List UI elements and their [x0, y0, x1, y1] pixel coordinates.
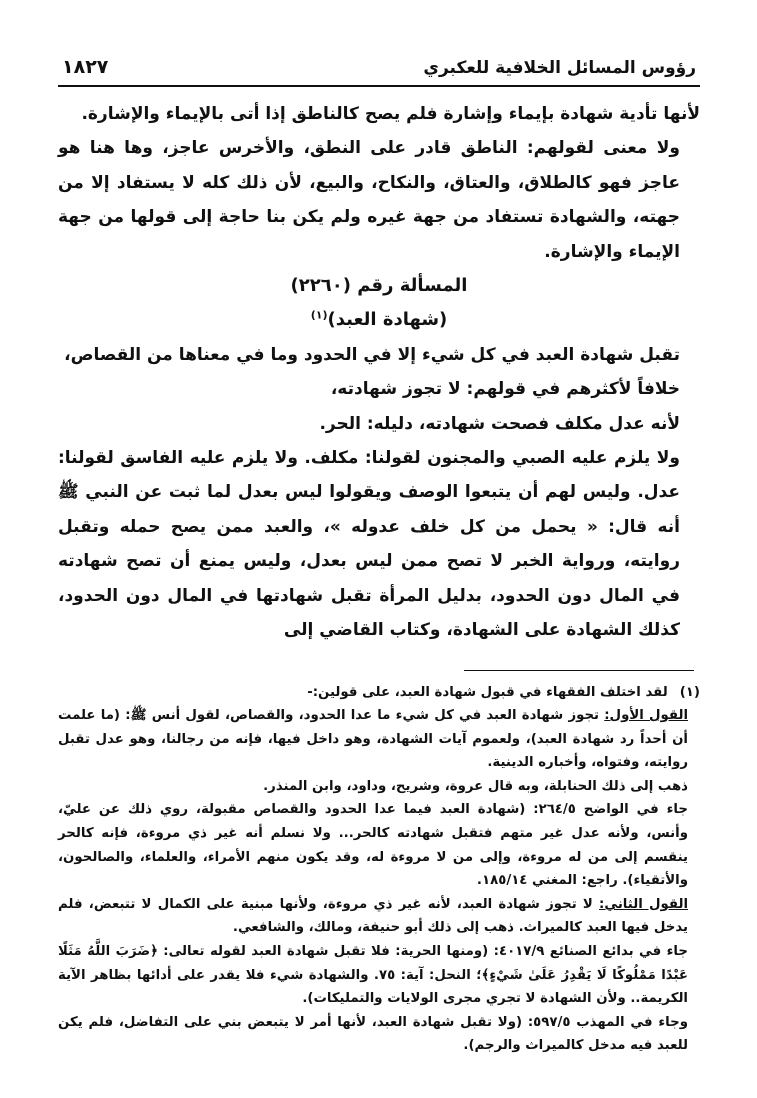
paragraph-3: تقبل شهادة العبد في كل شيء إلا في الحدود وما في معناها من القصاص، — [64, 344, 680, 365]
paragraph-6: ولا يلزم عليه الصبي والمجنون لقولنا: مكلف. ولا يلزم عليه الفاسق لقولنا: عدل. وليس لهم أن يتبعوا الوصف ويقولوا ليس بعدل لما ثبت عن النبي ﷺ أنه قال: « يحمل من كل خلف عدوله »، والعبد ممن يصح حمله وتقبل روايته، ورواية الخبر لا تصح ممن ليس بعدل، وليس يمنع أن تصح شهادته في المال دون الحدود، بدليل المرأة تقبل شهادتها في المال دون الحدود، كذلك الشهادة على الشهادة، وكتاب القاضي إلى — [58, 448, 680, 641]
footnote-intro-text: لقد اختلف الفقهاء في قبول شهادة العبد، على قولين:- — [307, 684, 668, 700]
footnote-opinion-1 — [58, 704, 700, 775]
opinion-2-text: لا تجوز شهادة العبد، لأنه غير ذي مروءة، ولأنها مبنية على الكمال لا تتبعض، فلم يدخل فيها العبد كالميراث. ذهب إلى ذلك أبو حنيفة، ومالك، والشافعي. — [58, 896, 688, 936]
book-title: رؤوس المسائل الخلافية للعكبري — [423, 58, 696, 78]
paragraph-5: لأنه عدل مكلف فصحت شهادته، دليله: الحر. — [319, 413, 680, 434]
paragraph-1: لأنها تأدية شهادة بإيماء وإشارة فلم يصح كالناطق إذا أتى بالإيماء والإشارة. — [81, 104, 700, 124]
footnote-1-intro — [58, 681, 700, 705]
mas-subtitle: (شهادة العبد) — [327, 309, 448, 331]
mas-subheading — [58, 303, 700, 337]
footnote-number: (١) — [679, 684, 700, 700]
paragraph-2: ولا معنى لقولهم: الناطق قادر على النطق، والأخرس عاجز، وها هنا هو عاجز فهو كالطلاق، والعتاق، والنكاح، والبيع، لأن ذلك كله لا يستفاد إلا من جهته، والشهادة تستفاد من جهة غيره ولم يكن بنا حاجة إلى قولها من جهة الإيماء والإشارة. — [58, 138, 680, 262]
mas-heading — [58, 269, 700, 303]
opinion-1-quote: جاء في الواضح ٢٦٤/٥: (شهادة العبد فيما عدا الحدود والقصاص مقبولة، روي ذلك عن عليّ، وأنس، ولأنه عدل غير متهم فتقبل شهادته كالحر... ولا نسلم أنه غير ذي مروءة، فإنه كالحر ينقسم إلى من له مروءة، وإلى من لا مروءة له، وقد يكون منهم الأمراء، والعلماء، والصالحون، والأتقياء). راجع: المغني ١٨٥/١٤. — [58, 802, 688, 889]
footnote-separator — [464, 670, 694, 671]
mas-title: المسألة رقم (٢٢٦٠) — [290, 275, 468, 297]
main-text — [58, 97, 700, 648]
footnote-opinion-2 — [58, 893, 700, 940]
opinion-1-label: القول الأول: — [604, 708, 689, 724]
page-number: ١٨٢٧ — [62, 56, 109, 78]
opinion-2-label: القول الثاني: — [599, 896, 689, 912]
footnotes — [58, 681, 700, 1059]
paragraph-4: خلافاً لأكثرهم في قولهم: لا تجوز شهادته، — [330, 379, 680, 400]
opinion-1-scholars: ذهب إلى ذلك الحنابلة، وبه قال عروة، وشريح، وداود، وابن المنذر. — [263, 778, 688, 794]
footnote-reference[interactable]: (١) — [310, 308, 328, 322]
opinion-2-quote-muhadhdhab: وجاء في المهذب ٥٩٧/٥: (ولا تقبل شهادة العبد، لأنها أمر لا يتبعض بني على التفاضل، فلم يكن للعبد فيه مدخل كالميراث والرجم). — [58, 1014, 689, 1054]
opinion-2-quote-badai: جاء في بدائع الصنائع ٤٠١٧/٩: (ومنها الحرية: فلا تقبل شهادة العبد لقوله تعالى: ﴿ضَرَبَ اللَّهُ مَثَلًا عَبْدًا مَمْلُوكًا لَا يَقْدِرُ عَلَىٰ شَيْءٍ﴾؛ النحل: آية: ٧٥. والشهادة شيء فلا يقدر على أدائها بظاهر الآية الكريمة.. ولأن الشهادة لا تجري مجرى الولايات والتمليكات). — [58, 944, 688, 1007]
opinion-1-text: تجوز شهادة العبد في كل شيء ما عدا الحدود، والقصاص، لقول أنس ﷺ: (ما علمت أن أحداً رد شهادة العبد)، ولعموم آيات الشهادة، وهو داخل فيها، فإنه من رجالنا، وهو عدل تقبل روايته، وفتواه، وأخباره الدينية. — [58, 708, 688, 771]
running-header — [58, 58, 700, 87]
